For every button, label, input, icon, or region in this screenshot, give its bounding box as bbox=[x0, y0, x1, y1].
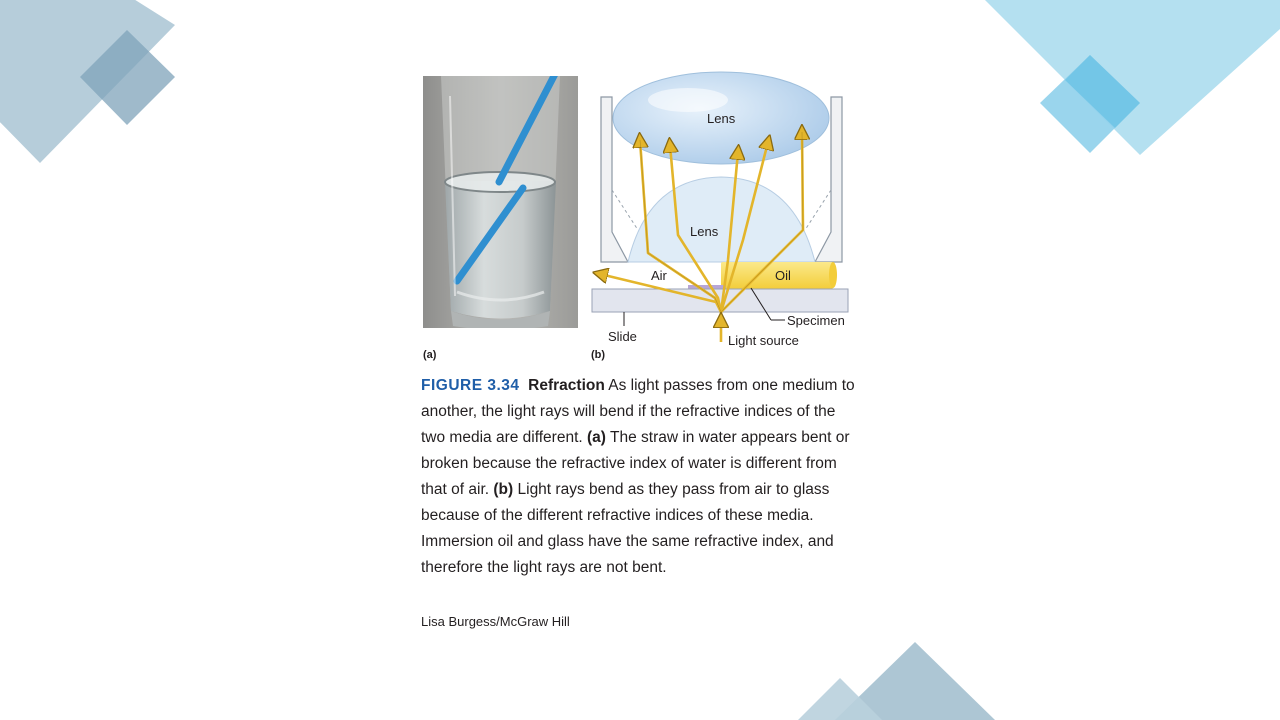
caption-title: Refraction bbox=[528, 377, 605, 394]
panel-a-label: (a) bbox=[423, 349, 437, 361]
air-label: Air bbox=[651, 268, 667, 283]
specimen bbox=[688, 285, 726, 289]
slide-label: Slide bbox=[608, 329, 637, 344]
caption-text-3: Light rays bend as they pass from air to glass because of the different refractive indices of these media. Immersion oil and glass have the same refractive index, and therefore the light rays are not bent. bbox=[421, 481, 834, 576]
lens-inner-label: Lens bbox=[690, 224, 719, 239]
light-source-label: Light source bbox=[728, 333, 799, 348]
photo-credit: Lisa Burgess/McGraw Hill bbox=[421, 614, 570, 629]
top-left-diamonds bbox=[0, 0, 175, 163]
caption-text-1: As light passes from one medium to another, the light rays will bend if the refractive indices of the two media are different. bbox=[421, 377, 855, 446]
top-right-diamonds bbox=[985, 0, 1280, 155]
lens-top-label: Lens bbox=[707, 111, 736, 126]
specimen-label: Specimen bbox=[787, 313, 845, 328]
refraction-diagram bbox=[588, 70, 858, 352]
figure-number: FIGURE 3.34 bbox=[421, 377, 520, 394]
caption-ref-b: (b) bbox=[493, 481, 514, 498]
straw-in-water-photo bbox=[423, 76, 578, 328]
caption-ref-a: (a) bbox=[587, 429, 606, 446]
bottom-diamonds bbox=[798, 642, 995, 720]
front-lens bbox=[628, 177, 815, 262]
oil-label: Oil bbox=[775, 268, 791, 283]
panel-b-label: (b) bbox=[591, 349, 606, 361]
caption-text-2: The straw in water appears bent or broken because the refractive index of water is different from that of air. bbox=[421, 429, 850, 498]
figure-caption bbox=[421, 373, 861, 581]
